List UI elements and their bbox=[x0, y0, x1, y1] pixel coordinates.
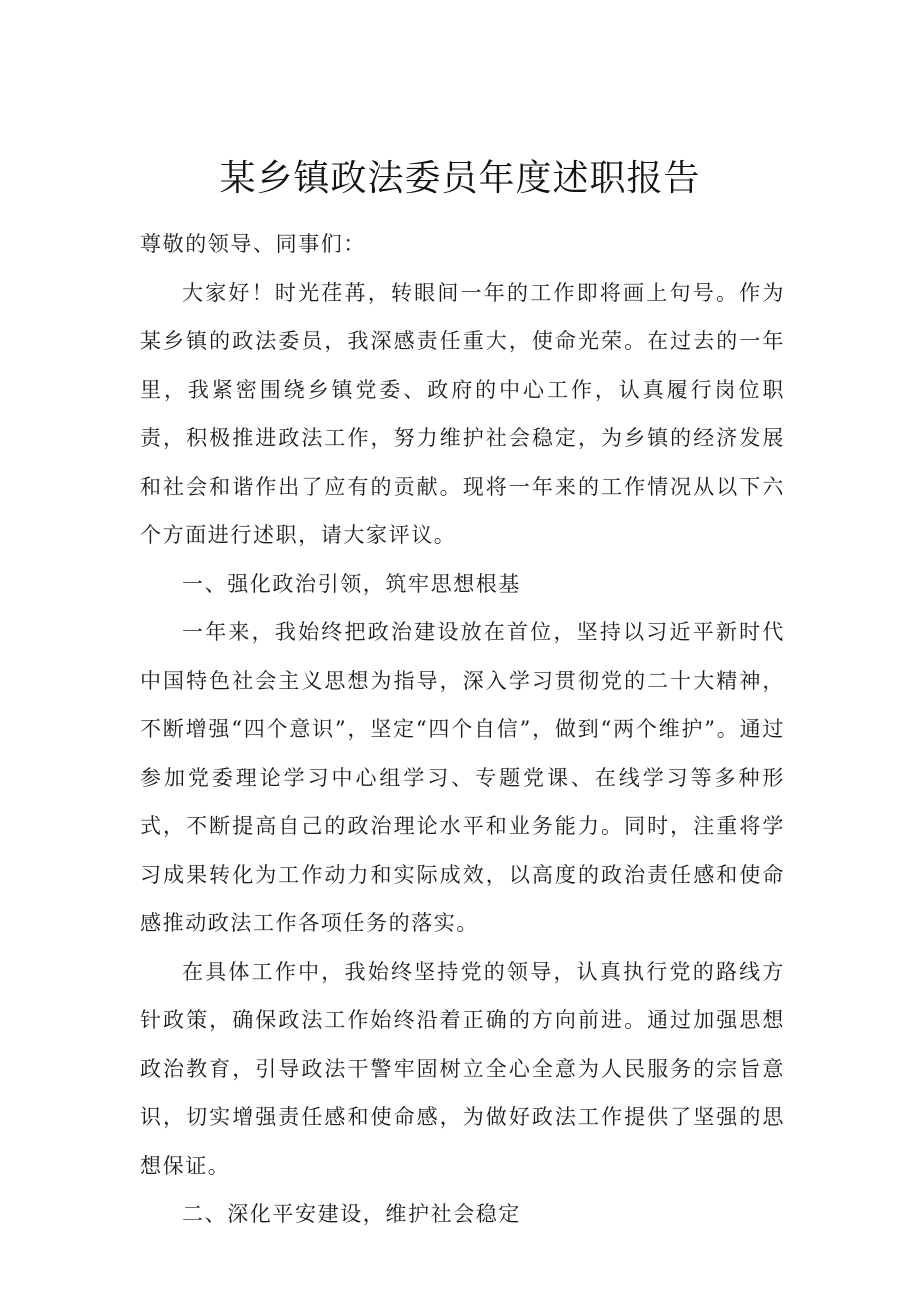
document-body bbox=[140, 220, 785, 1239]
paragraph-political-study: 一年来，我始终把政治建设放在首位，坚持以习近平新时代中国特色社会主义思想为指导，深入学习贯彻党的二十大精神，不断增强“四个意识”，坚定“四个自信”，做到“两个维护”。通过参加党委理论学习中心组学习、专题党课、在线学习等多种形式，不断提高自己的政治理论水平和业务能力。同时，注重将学习成果转化为工作动力和实际成效，以高度的政治责任感和使命感推动政法工作各项任务的落实。 bbox=[140, 620, 785, 935]
section-heading-1: 一、强化政治引领，筑牢思想根基 bbox=[182, 571, 521, 596]
salutation: 尊敬的领导、同事们： bbox=[140, 232, 366, 256]
section-heading-2: 二、深化平安建设，维护社会稳定 bbox=[182, 1202, 521, 1226]
paragraph-intro: 大家好！时光荏苒，转眼间一年的工作即将画上句号。作为某乡镇的政法委员，我深感责任重大，使命光荣。在过去的一年里，我紧密围绕乡镇党委、政府的中心工作，认真履行岗位职责，积极推进政法工作，努力维护社会稳定，为乡镇的经济发展和社会和谐作出了应有的贡献。现将一年来的工作情况从以下六个方面进行述职，请大家评议。 bbox=[140, 280, 785, 547]
paragraph-party-leadership: 在具体工作中，我始终坚持党的领导，认真执行党的路线方针政策，确保政法工作始终沿着正确的方向前进。通过加强思想政治教育，引导政法干警牢固树立全心全意为人民服务的宗旨意识，切实增强责任感和使命感，为做好政法工作提供了坚强的思想保证。 bbox=[140, 959, 785, 1178]
document-title: 某乡镇政法委员年度述职报告 bbox=[219, 158, 701, 199]
